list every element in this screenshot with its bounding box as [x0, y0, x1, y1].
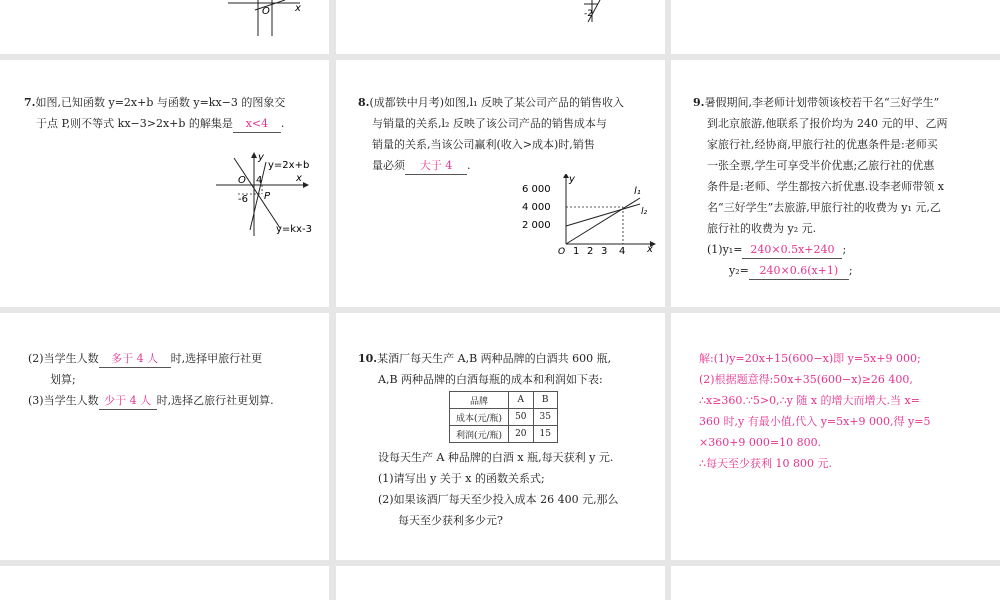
label-neg2: -2: [584, 9, 593, 19]
panel-bottom-middle: [336, 566, 665, 600]
question-10-part2: (2)如果该酒厂每天至少投入成本 26 400 元,那么: [378, 493, 619, 506]
question-8-line3: 销量的关系,当该公司赢利(收入>成本)时,销售: [372, 138, 595, 151]
question-8-line4: 量必须: [372, 159, 405, 172]
table-cell: 35: [533, 409, 557, 426]
table-header-row: [450, 392, 558, 409]
question-9-line: 到北京旅游,他联系了报价均为 240 元的甲、乙两: [707, 117, 948, 130]
part-2-rest: 时,选择甲旅行社更: [170, 352, 263, 365]
question-number: 10.: [358, 352, 378, 365]
label-line-kx-3: y=kx-3: [276, 224, 312, 235]
question-9-parts: [28, 348, 328, 411]
question-9-text: [693, 92, 998, 281]
question-8-end: .: [467, 159, 471, 172]
tick-y-2000: 2 000: [522, 220, 551, 231]
tick-y-4000: 4 000: [522, 202, 551, 213]
question-9-continued-panel: [0, 313, 329, 560]
brand-table: [449, 391, 558, 443]
question-10-line2: A,B 两种品牌的白酒每瓶的成本和利润如下表:: [378, 373, 603, 386]
solution-line: ×360+9 000=10 800.: [699, 436, 822, 449]
part-1-y1: (1)y₁=: [707, 243, 743, 256]
label-y: y: [569, 174, 575, 185]
panel-top-right: [671, 0, 1000, 54]
table-cell: 15: [533, 426, 557, 443]
tick-x-3: 3: [601, 246, 608, 254]
table-cell: 利润(元/瓶): [450, 426, 509, 443]
table-header: 品牌: [450, 392, 509, 409]
label-x: x: [647, 244, 653, 254]
question-9-line: 条件是:老师、学生都按六折优惠.设李老师带领 x: [707, 180, 944, 193]
answer-9-part3: 少于 4 人: [99, 393, 157, 410]
table-cell: 成本(元/瓶): [450, 409, 509, 426]
table-header: B: [533, 392, 557, 409]
table-row: [450, 426, 558, 443]
question-7-line2: 于点 P,则不等式 kx−3>2x+b 的解集是: [36, 117, 233, 130]
label-4: 4: [256, 175, 263, 186]
question-8-line2: 与销量的关系,l₂ 反映了该公司产品的销售成本与: [372, 117, 607, 130]
graph-question-8: [520, 174, 660, 254]
solution-line: ∴x≥360.∵5>0,∴y 随 x 的增大而增大.当 x=: [699, 394, 920, 407]
label-y: y: [258, 152, 264, 163]
question-number: 8.: [358, 96, 370, 109]
label-o: O: [238, 175, 246, 186]
panel-top-left: [0, 0, 329, 54]
answer-9-y2: 240×0.6(x+1): [749, 263, 849, 280]
question-7-end: .: [280, 117, 285, 130]
solution-line: 360 时,y 有最小值,代入 y=5x+9 000,得 y=5: [699, 415, 931, 428]
semicolon: ;: [842, 243, 847, 256]
answer-9-y1: 240×0.5x+240: [742, 242, 842, 259]
question-8-panel: [336, 60, 665, 307]
label-l1: l₁: [634, 186, 641, 197]
question-7-text: [24, 92, 324, 134]
panel-bottom-left: [0, 566, 329, 600]
semicolon: ;: [848, 264, 853, 277]
table-row: [450, 409, 558, 426]
label-neg6: -6: [238, 194, 248, 205]
question-9-line: 一张全票,学生可享受半价优惠;乙旅行社的优惠: [707, 159, 935, 172]
part-2-line2: 划算;: [50, 373, 76, 386]
question-9-line: 旅行社的收费为 y₂ 元.: [707, 222, 817, 235]
question-9-line: 暑假期间,李老师计划带领该校若干名“三好学生”: [704, 96, 940, 109]
panel-top-middle: [336, 0, 665, 54]
part-2: (2)当学生人数: [28, 352, 99, 365]
label-o: O: [262, 6, 270, 17]
label-x: x: [295, 3, 301, 14]
tick-y-6000: 6 000: [522, 184, 551, 195]
question-8-text: [358, 92, 658, 176]
solution-line: 解:(1)y=20x+15(600−x)即 y=5x+9 000;: [699, 352, 921, 365]
label-line-2x-b: y=2x+b: [268, 160, 310, 171]
answer-9-part2: 多于 4 人: [99, 351, 171, 368]
question-10-panel: [336, 313, 665, 560]
table-header: A: [509, 392, 533, 409]
question-9-line: 名“三好学生”去旅游,甲旅行社的收费为 y₁ 元,乙: [707, 201, 941, 214]
solution-text: [699, 348, 997, 474]
solution-line: (2)根据题意得:50x+35(600−x)≥26 400,: [699, 373, 913, 386]
panel-bottom-right: [671, 566, 1000, 600]
solution-panel: [671, 313, 1000, 560]
tick-x-4: 4: [619, 246, 626, 254]
question-number: 7.: [24, 96, 36, 109]
label-o: O: [558, 247, 566, 254]
question-10-line1: 某酒厂每天生产 A,B 两种品牌的白酒共 600 瓶,: [377, 352, 612, 365]
part-3: (3)当学生人数: [28, 394, 99, 407]
label-p: P: [264, 191, 271, 202]
graph-question-7: [208, 150, 328, 240]
graph-top-left: [0, 0, 329, 54]
question-7-panel: [0, 60, 329, 307]
question-8-line1: (成都铁中月考)如图,l₁ 反映了某公司产品的销售收入: [369, 96, 624, 109]
label-x: x: [296, 173, 302, 184]
answer-7: x<4: [233, 116, 281, 133]
question-10-text: [358, 348, 663, 390]
part-1-y2: y₂=: [729, 264, 749, 277]
table-cell: 20: [509, 426, 533, 443]
solution-line: ∴每天至少获利 10 800 元.: [699, 457, 832, 470]
table-cell: 50: [509, 409, 533, 426]
question-7-line1: 如图,已知函数 y=2x+b 与函数 y=kx−3 的图象交: [35, 96, 286, 109]
question-10-parts: [378, 447, 663, 531]
question-10-line3: 设每天生产 A 种品牌的白酒 x 瓶,每天获利 y 元.: [378, 451, 614, 464]
question-9-line: 家旅行社,经协商,甲旅行社的优惠条件是:老师买: [707, 138, 938, 151]
answer-8: 大于 4: [405, 158, 467, 175]
graph-top-middle: [336, 0, 665, 54]
question-10-part2-cont: 每天至少获利多少元?: [398, 514, 503, 527]
label-l2: l₂: [641, 207, 648, 217]
tick-x-1: 1: [573, 246, 580, 254]
question-number: 9.: [693, 96, 705, 109]
question-10-part1: (1)请写出 y 关于 x 的函数关系式;: [378, 472, 545, 485]
part-3-rest: 时,选择乙旅行社更划算.: [156, 394, 274, 407]
tick-x-2: 2: [587, 246, 594, 254]
question-9-panel: [671, 60, 1000, 307]
